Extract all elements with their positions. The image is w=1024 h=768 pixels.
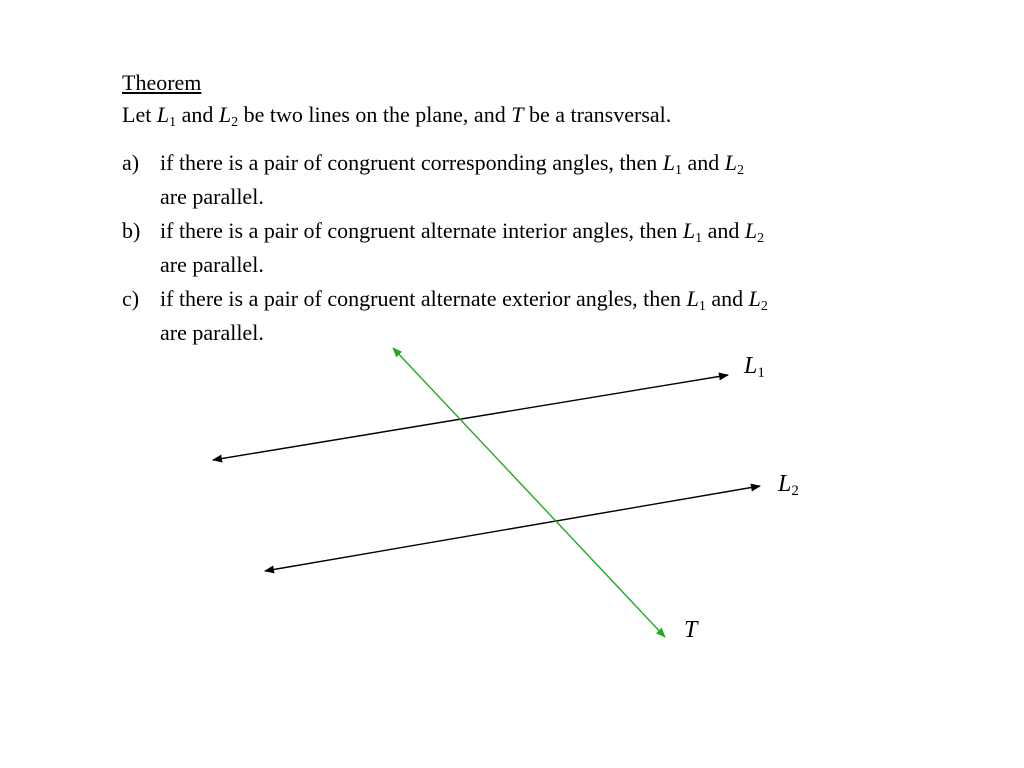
item-and: and [705, 286, 749, 311]
item-tail: are parallel. [160, 320, 264, 345]
item-l2: L [748, 286, 761, 311]
line-transversal [393, 348, 665, 637]
item-and: and [682, 150, 725, 175]
theorem-title: Theorem [122, 70, 202, 95]
item-text: if there is a pair of congruent alternate exterior angles, then [160, 286, 687, 311]
item-l1-sub: 1 [675, 163, 683, 178]
item-l1-sub: 1 [698, 299, 706, 314]
line-l2 [265, 486, 760, 571]
item-text: if there is a pair of congruent alternate interior angles, then [160, 218, 683, 243]
label-t [684, 616, 697, 644]
intro-l2-sub: 2 [231, 115, 239, 130]
label-t-main: T [684, 617, 698, 643]
intro-t: T [511, 102, 524, 127]
intro-let: Let [122, 102, 157, 127]
item-tail: are parallel. [160, 184, 264, 209]
label-l2-sub: 2 [791, 483, 799, 499]
label-l1-sub: 1 [757, 365, 765, 381]
line-l1 [213, 375, 728, 460]
item-text: if there is a pair of congruent corresponding angles, then [160, 150, 663, 175]
list-marker: c) [122, 286, 140, 311]
item-and: and [702, 218, 745, 243]
list-marker: b) [122, 218, 141, 243]
label-l2-main: L [778, 471, 792, 497]
intro-end: be a transversal. [523, 102, 672, 127]
item-l2: L [744, 218, 758, 243]
item-l1: L [682, 218, 696, 243]
intro-middle: be two lines on the plane, and [238, 102, 512, 127]
item-l1-sub: 1 [695, 231, 703, 246]
item-l1: L [686, 286, 699, 311]
item-l1: L [662, 150, 676, 175]
item-l2-sub: 2 [760, 299, 768, 314]
label-l1-main: L [744, 353, 758, 379]
label-l2 [778, 470, 799, 498]
list-marker: a) [122, 150, 140, 175]
intro-l1-sub: 1 [169, 115, 177, 130]
item-l2: L [724, 150, 738, 175]
item-l2-sub: 2 [757, 231, 765, 246]
intro-and: and [176, 102, 219, 127]
item-l2-sub: 2 [737, 163, 745, 178]
intro-l2: L [218, 102, 232, 127]
item-tail: are parallel. [160, 252, 264, 277]
label-l1 [744, 352, 765, 380]
intro-l1: L [156, 102, 170, 127]
